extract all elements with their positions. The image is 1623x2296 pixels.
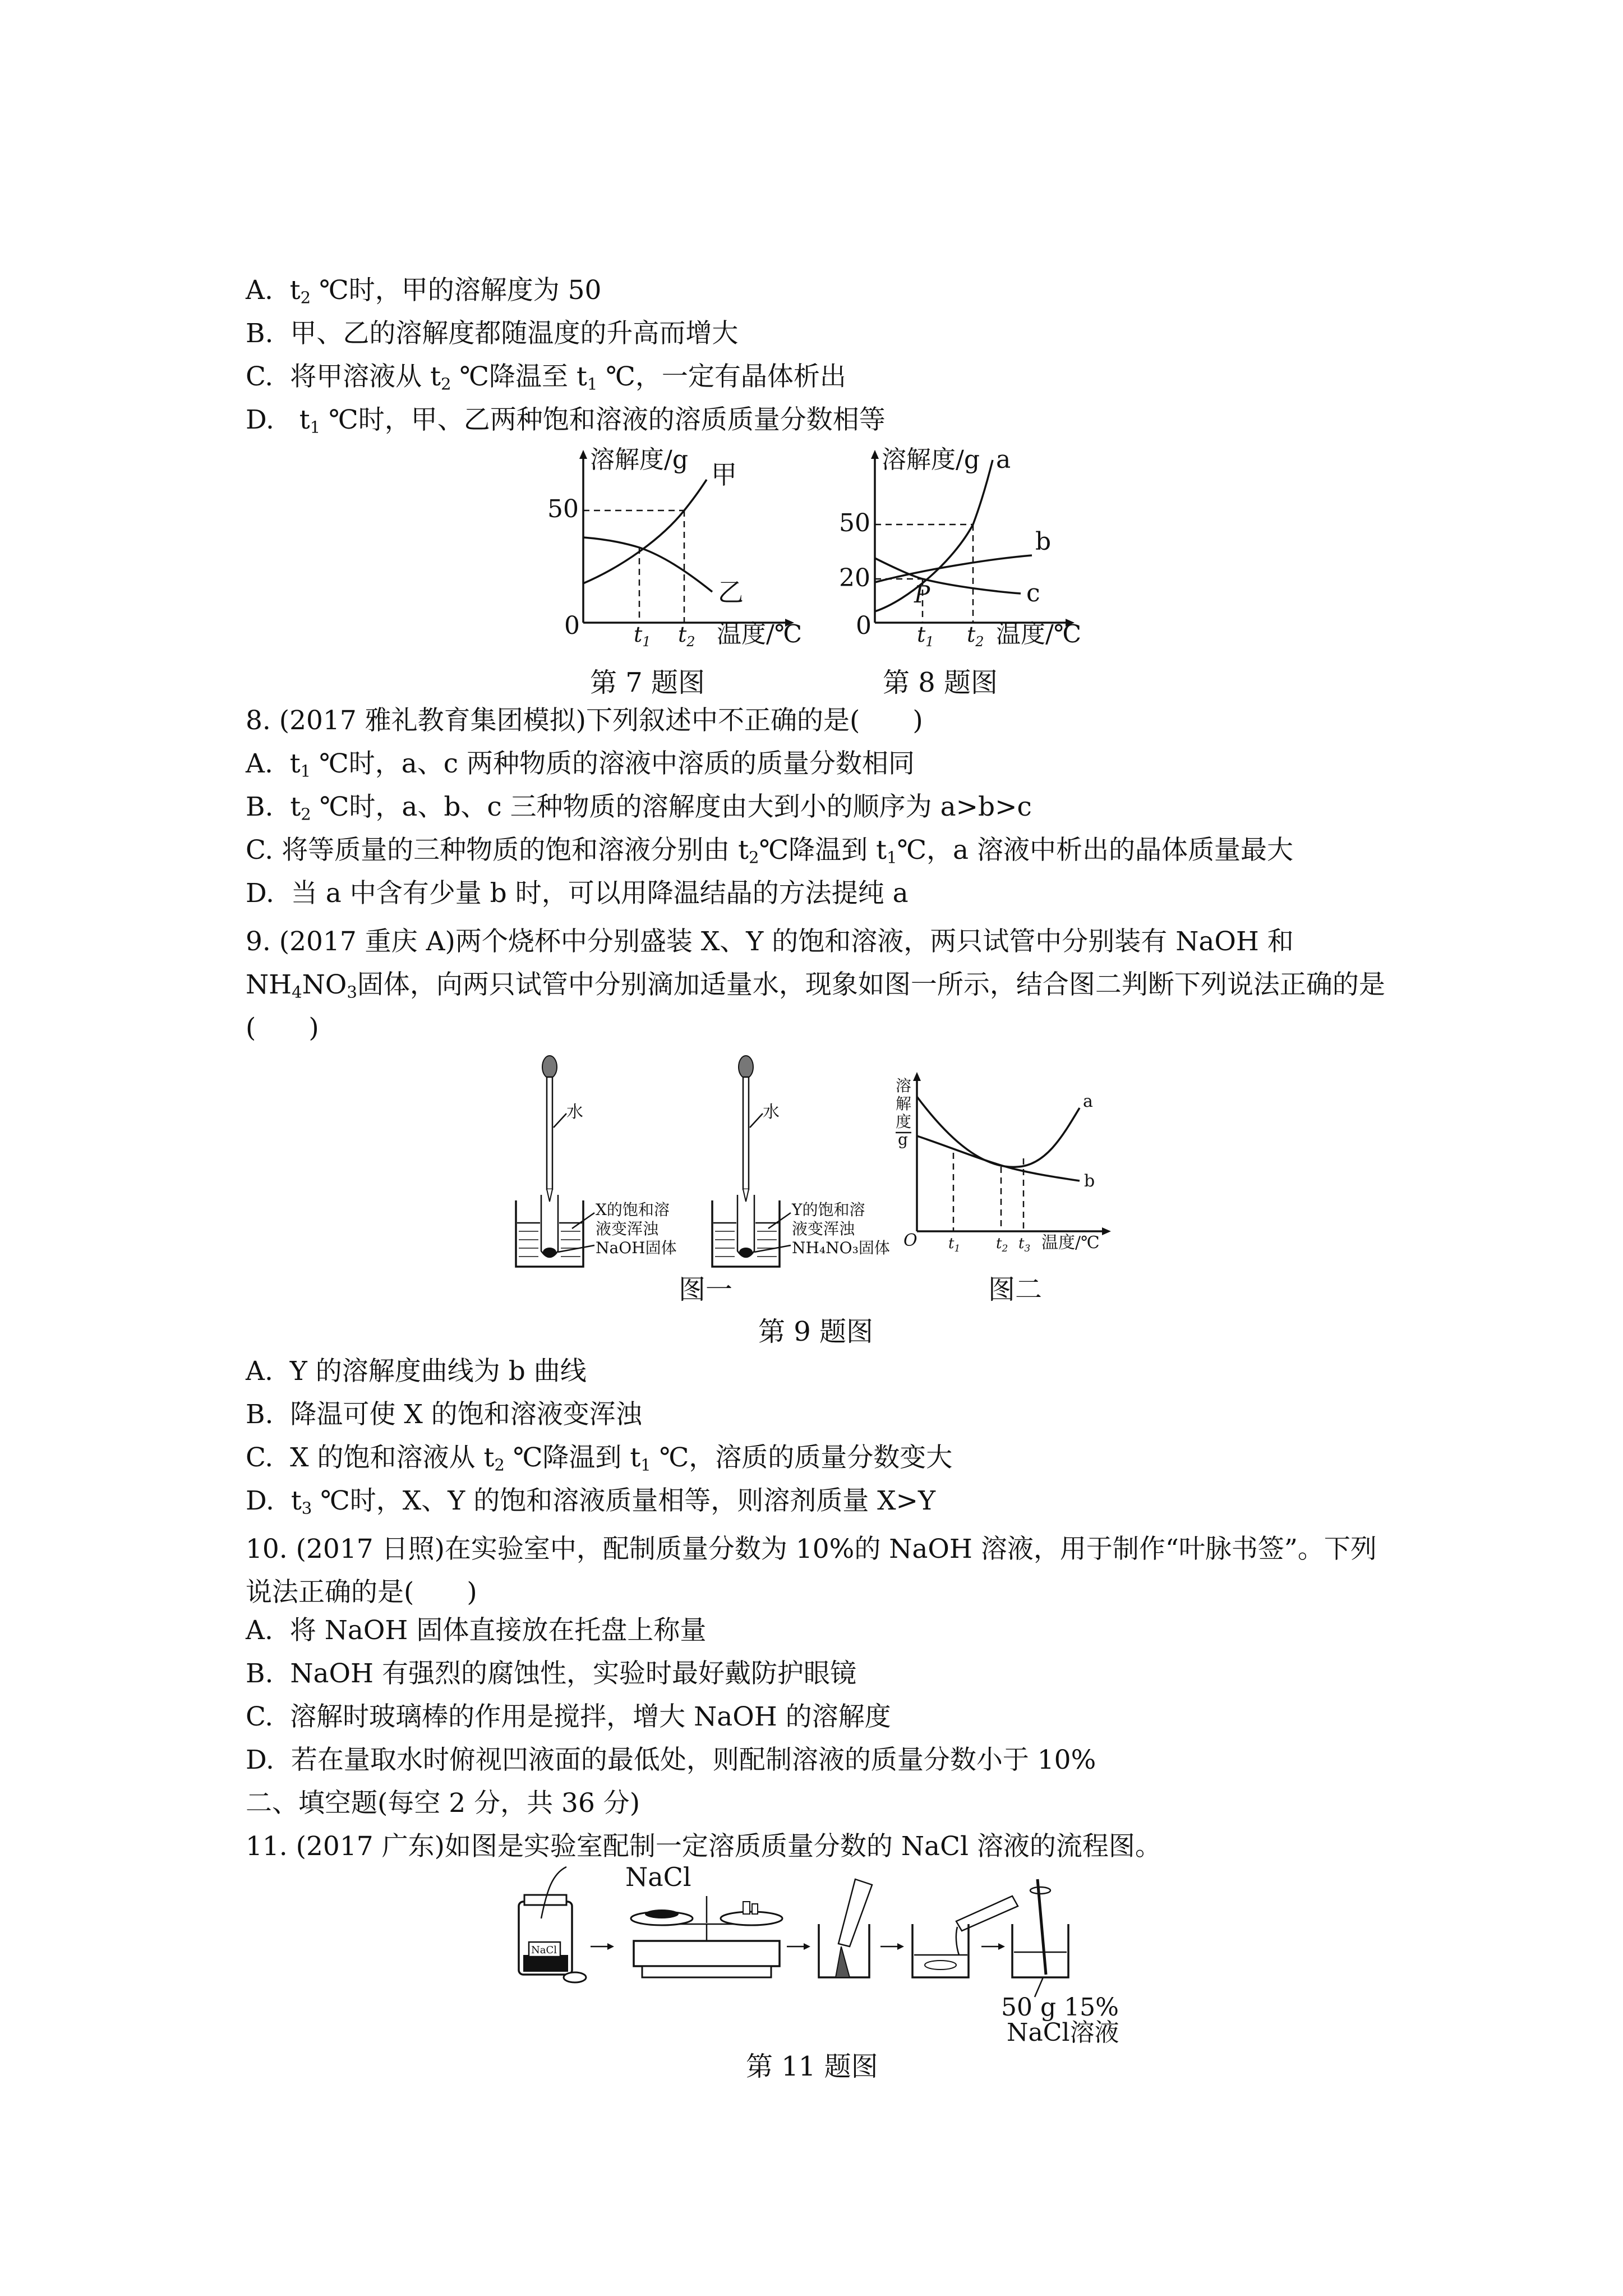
q9-fig2-curve-b — [917, 1136, 1080, 1181]
q10-option-a: A. 将 NaOH 固体直接放在托盘上称量 — [246, 1615, 707, 1646]
q9-fig2-ylabel-3: 度 — [896, 1112, 912, 1131]
q7-ylabel: 溶解度/g — [590, 445, 688, 474]
q9-fig2-ylabel-1: 溶 — [896, 1076, 912, 1095]
q8-option-c: C. 将等质量的三种物质的饱和溶液分别由 $t_2℃$降温到 $t_1℃$，a 溶液中析出的晶体质量最大 — [246, 835, 1294, 867]
q8-caption: 第 8 题图 — [883, 667, 998, 698]
q9-fig2-ylabel-2: 解 — [896, 1094, 912, 1113]
q9-fig2-x-tick-t2: $t_2$ — [996, 1235, 1008, 1254]
q9-beaker2-label-line2: 液变浑浊 — [792, 1220, 855, 1238]
q9-option-a: A. Y 的溶解度曲线为 b 曲线 — [246, 1356, 587, 1387]
q9-beaker1-label-line2: 液变浑浊 — [596, 1220, 659, 1238]
q9-fig2-chart — [895, 1074, 1130, 1259]
q7-series-jia: 甲 — [711, 459, 737, 490]
q9-option-c: C. X 的饱和溶液从 $t_2$ ℃降温到 $t_1$ ℃，溶质的质量分数变大 — [246, 1442, 953, 1475]
q8-ylabel: 溶解度/g — [882, 445, 980, 474]
q11-result-line2: NaCl溶液 — [1007, 2018, 1119, 2047]
section-2-heading: 二、填空题(每空 2 分，共 36 分) — [246, 1788, 640, 1819]
q10-stem: 10. (2017 日照)在实验室中，配制质量分数为 10%的 NaOH 溶液，用于制作“叶脉书签”。下列说法正确的是( ) — [246, 1534, 1377, 1608]
q8-solubility-chart — [830, 445, 1094, 651]
q11-stem: 11. (2017 广东)如图是实验室配制一定溶质质量分数的 NaCl 溶液的流程图。 — [246, 1831, 1161, 1862]
q9-beaker2-solid: NH₄NO₃固体 — [792, 1239, 890, 1257]
q9-fig2-xlabel: 温度/℃ — [1041, 1233, 1100, 1253]
q9-fig2-origin: O — [903, 1231, 917, 1250]
q9-option-b: B. 降温可使 X 的饱和溶液变浑浊 — [246, 1399, 642, 1430]
q9-fig2-series-a: a — [1083, 1092, 1093, 1111]
q7-option-a: A. $t_2$ ℃时，甲的溶解度为 50 — [246, 275, 602, 307]
q9-beaker2-label-line1: Y的饱和溶 — [792, 1200, 865, 1219]
q9-fig2-ylabel-4: g — [898, 1130, 908, 1149]
q11-result-line1: 50 g 15% — [1001, 1993, 1119, 2022]
q11-beaker-water — [912, 1896, 1018, 1977]
q9-fig2-curve-a — [917, 1097, 1080, 1167]
q10-option-c: C. 溶解时玻璃棒的作用是搅拌，增大 NaOH 的溶解度 — [246, 1701, 891, 1732]
q8-y-tick-50: 50 — [839, 509, 870, 537]
q7-caption: 第 7 题图 — [590, 667, 706, 698]
q9-water-label-1: 水 — [566, 1102, 583, 1122]
q8-option-a: A. $t_1$ ℃时，a、c 两种物质的溶液中溶质的质量分数相同 — [246, 748, 915, 781]
q11-beaker-stir — [1012, 1879, 1068, 1997]
q9-caption: 第 9 题图 — [758, 1316, 874, 1347]
q8-origin: 0 — [856, 611, 872, 640]
q9-fig1-beakers — [505, 1055, 931, 1290]
q11-jar-label: NaCl — [531, 1944, 557, 1956]
q9-option-d: D. $t_3$ ℃时，X、Y 的饱和溶液质量相等，则溶剂质量 X>Y — [246, 1485, 936, 1518]
q8-curve-c — [875, 558, 1021, 593]
q9-fig2-x-tick-t1: $t_1$ — [948, 1235, 961, 1254]
q11-balance-label: NaCl — [625, 1862, 691, 1892]
q7-x-tick-t1: $t_1$ — [634, 622, 651, 650]
q9-fig2-x-tick-t3: $t_3$ — [1018, 1235, 1031, 1254]
q9-water-label-2: 水 — [763, 1102, 780, 1122]
q8-option-b: B. $t_2$ ℃时，a、b、c 三种物质的溶解度由大到小的顺序为 a>b>c — [246, 792, 1032, 824]
q10-option-d: D. 若在量取水时俯视凹液面的最低处，则配制溶液的质量分数小于 10% — [246, 1745, 1096, 1775]
q8-series-b: b — [1035, 527, 1052, 556]
q9-fig2-label: 图二 — [988, 1274, 1043, 1305]
q7-curve-jia — [583, 480, 707, 583]
q7-series-yi: 乙 — [718, 577, 744, 608]
q9-stem: 9. (2017 重庆 A)两个烧杯中分别盛装 X、Y 的饱和溶液，两只试管中分别装有 NaOH 和 $NH_4NO_3$固体，向两只试管中分别滴加适量水，现象如图一所示，结合图二判断下列说法正确的是( ) — [246, 926, 1385, 1043]
q7-option-b: B. 甲、乙的溶解度都随温度的升高而增大 — [246, 318, 739, 349]
q7-option-c: C. 将甲溶液从 $t_2$ ℃降温至 $t_1$ ℃，一定有晶体析出 — [246, 361, 846, 394]
q8-point-p: P — [914, 581, 930, 608]
q8-stem: 8. (2017 雅礼教育集团模拟)下列叙述中不正确的是( ) — [246, 705, 923, 736]
q8-x-tick-t1: $t_1$ — [917, 622, 934, 650]
q11-beaker-pour — [819, 1879, 872, 1977]
q7-solubility-chart — [533, 445, 813, 651]
q11-balance — [631, 1896, 782, 1977]
q11-caption: 第 11 题图 — [746, 2051, 878, 2082]
q7-origin: 0 — [564, 611, 580, 640]
q8-series-a: a — [996, 445, 1011, 474]
q11-flowchart — [513, 1862, 1136, 2047]
q7-option-d: D. $t_1$ ℃时，甲、乙两种饱和溶液的溶质质量分数相等 — [246, 404, 886, 437]
q7-xlabel: 温度/℃ — [717, 620, 803, 648]
q7-y-tick-50: 50 — [547, 495, 579, 523]
q11-reagent-jar — [519, 1867, 586, 1982]
q8-y-tick-20: 20 — [839, 564, 870, 592]
q8-xlabel: 温度/℃ — [996, 620, 1082, 648]
q8-option-d: D. 当 a 中含有少量 b 时，可以用降温结晶的方法提纯 a — [246, 878, 909, 909]
q9-fig1-label: 图一 — [679, 1274, 733, 1305]
q8-series-c: c — [1026, 579, 1040, 608]
q9-beaker1-label-line1: X的饱和溶 — [596, 1200, 670, 1219]
q7-x-tick-t2: $t_2$ — [678, 622, 695, 650]
q10-option-b: B. NaOH 有强烈的腐蚀性，实验时最好戴防护眼镜 — [246, 1658, 856, 1689]
q9-fig2-series-b: b — [1084, 1171, 1095, 1191]
q8-x-tick-t2: $t_2$ — [967, 622, 984, 650]
q9-beaker1-solid: NaOH固体 — [596, 1239, 677, 1257]
